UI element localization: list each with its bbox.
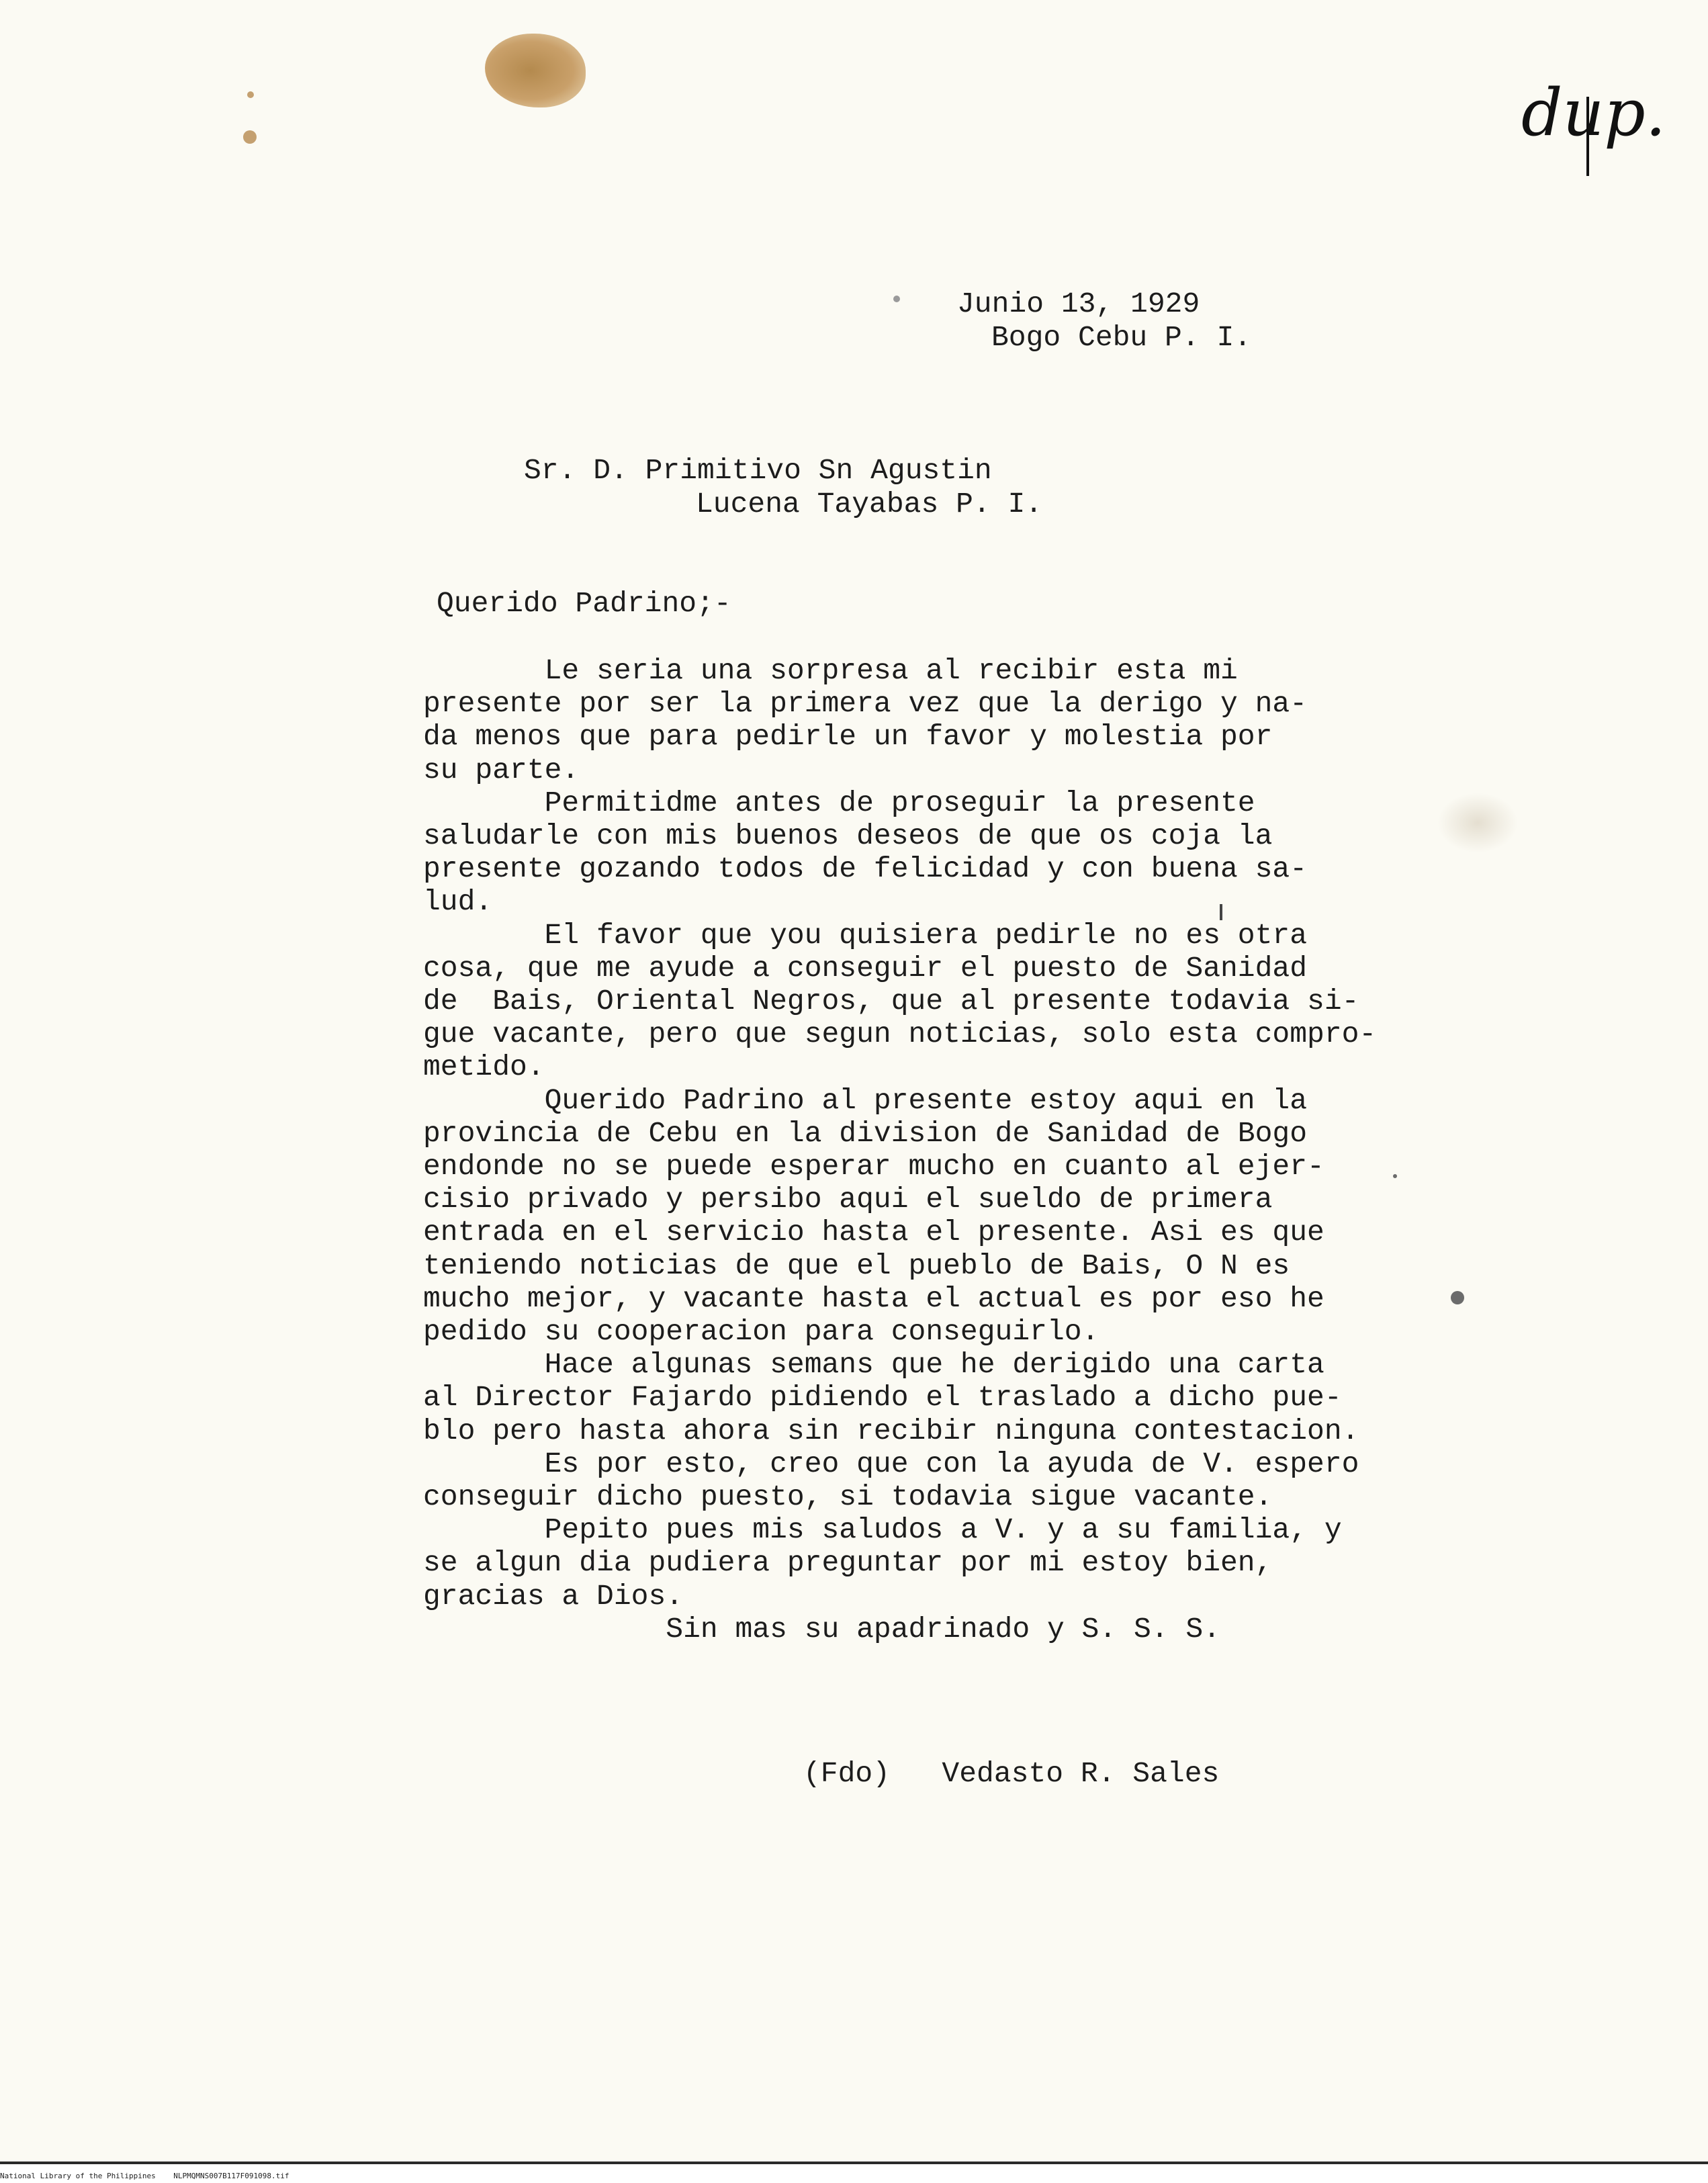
letter-body: [423, 654, 1376, 1646]
body-line: Hace algunas semans que he derigido una carta: [423, 1348, 1324, 1382]
body-line: El favor que you quisiera pedirle no es otra: [423, 918, 1308, 952]
body-line: teniendo noticias de que el pueblo de Bais, O N es: [423, 1249, 1290, 1282]
paper-stain: [485, 34, 586, 107]
ink-spot: [1451, 1291, 1464, 1304]
letter-date: Junio 13, 1929: [957, 287, 1200, 320]
body-line: Pepito pues mis saludos a V. y a su familia, y: [423, 1513, 1342, 1547]
scan-footer: [0, 2172, 289, 2180]
body-line: pedido su cooperacion para conseguirlo.: [423, 1315, 1099, 1349]
body-line: metido.: [423, 1051, 545, 1084]
body-line: presente por ser la primera vez que la derigo y na-: [423, 687, 1308, 721]
body-line: Es por esto, creo que con la ayuda de V. espero: [423, 1447, 1359, 1480]
body-line: cisio privado y persibo aqui el sueldo de primera: [423, 1183, 1273, 1216]
body-line: mucho mejor, y vacante hasta el actual es por eso he: [423, 1282, 1324, 1315]
body-line: gracias a Dios.: [423, 1579, 684, 1613]
body-line: saludarle con mis buenos deseos de que os coja la: [423, 819, 1273, 853]
paper-edge: [0, 2162, 1708, 2164]
body-line: Querido Padrino al presente estoy aqui en la: [423, 1083, 1308, 1117]
handwritten-annotation: dup.: [1521, 75, 1666, 150]
letter-place: Bogo Cebu P. I.: [991, 321, 1252, 354]
body-line: Permitidme antes de proseguir la presente: [423, 786, 1255, 819]
body-line: entrada en el servicio hasta el presente. Asi es que: [423, 1216, 1324, 1249]
addressee-place: Lucena Tayabas P. I.: [696, 488, 1043, 521]
body-line: se algun dia pudiera preguntar por mi estoy bien,: [423, 1546, 1273, 1580]
paper-smudge: [1437, 793, 1518, 853]
body-line: cosa, que me ayude a conseguir el puesto de Sanidad: [423, 951, 1308, 985]
body-line: su parte.: [423, 753, 580, 787]
stain-spot: [893, 296, 900, 302]
body-line: endonde no se puede esperar mucho en cuanto al ejer-: [423, 1150, 1324, 1184]
body-line: da menos que para pedirle un favor y molestia por: [423, 720, 1273, 754]
body-line: presente gozando todos de felicidad y con buena sa-: [423, 852, 1308, 886]
ink-spot: [1393, 1174, 1397, 1178]
body-line: gue vacante, pero que segun noticias, solo esta compro-: [423, 1018, 1377, 1051]
body-line: Sin mas su apadrinado y S. S. S.: [423, 1612, 1220, 1646]
body-line: al Director Fajardo pidiendo el traslado a dicho pue-: [423, 1381, 1342, 1415]
body-line: conseguir dicho puesto, si todavia sigue vacante.: [423, 1480, 1273, 1514]
body-line: blo pero hasta ahora sin recibir ninguna contestacion.: [423, 1414, 1359, 1447]
signature-line: (Fdo) Vedasto R. Sales: [803, 1757, 1220, 1790]
stain-spot: [247, 91, 254, 98]
addressee-name: Sr. D. Primitivo Sn Agustin: [524, 454, 992, 487]
footer-library: National Library of the Philippines: [0, 2172, 156, 2180]
stain-spot: [243, 130, 257, 144]
salutation: Querido Padrino;-: [437, 587, 731, 620]
body-line: Le seria una sorpresa al recibir esta mi: [423, 654, 1238, 687]
footer-file-id: NLPMQMNS007B117F091098.tif: [173, 2172, 289, 2180]
body-line: lud.: [423, 885, 493, 919]
body-line: provincia de Cebu en la division de Sanidad de Bogo: [423, 1116, 1308, 1150]
body-line: de Bais, Oriental Negros, que al presente todavia si-: [423, 985, 1359, 1018]
